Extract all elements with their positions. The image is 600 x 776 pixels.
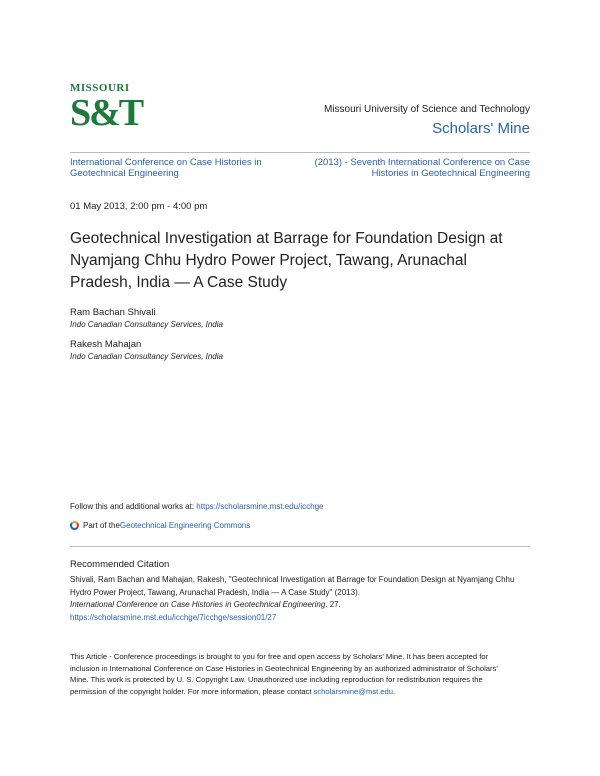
copyright-notice [70,651,510,697]
commons-network-icon [70,521,79,530]
scholars-mine-link[interactable]: Scholars' Mine [432,120,530,137]
author-affiliation: Indo Canadian Consultancy Services, India [70,352,223,361]
citation-body [70,574,532,624]
event-link[interactable]: (2013) - Seventh International Conference on Case Histories in Geotechnical Engineering [314,157,530,179]
author-affiliation: Indo Canadian Consultancy Services, India [70,320,223,329]
notice-end: . [393,686,396,696]
date: 01 May 2013, 2:00 pm - 4:00 pm [70,201,208,212]
citation-number: . 27. [325,600,341,609]
author-name: Rakesh Mahajan [70,339,142,350]
divider [70,546,530,547]
citation-text: Shivali, Ram Bachan and Mahajan, Rakesh, "Geotechnical Investigation at Barrage for Foundation Design at Nyamjang Chhu Hydro Power Project, Tawang, Arunachal Pradesh, India — A Case Study" (2013). [70,575,515,597]
logo-top-text: MISSOURI [70,82,130,94]
logo-main-text: S&T [70,92,143,134]
notice-text: This Article - Conference proceedings is brought to you for free and open access by Scholars' Mine. It has been accepted for inclusion in International Conference on Case Histories in Geotechnical Engineering by an authorized administrator of Scholars' Mine. This work is protected by U. S. Copyright Law. Unauthorized use including reproduction for redistribution requires the permission of the copyright holder. For more information, please contact [70,652,498,696]
contact-email-link[interactable]: scholarsmine@mst.edu [313,686,394,696]
follow-url-link[interactable]: https://scholarsmine.mst.edu/icchge [196,502,324,511]
part-of-label: Part of the [83,521,120,530]
citation-url-link[interactable]: https://scholarsmine.mst.edu/icchge/7icchge/session01/27 [70,612,277,622]
citation-heading: Recommended Citation [70,559,170,570]
follow-label: Follow this and additional works at: [70,502,197,511]
part-of-line [70,520,250,531]
divider [70,152,530,153]
follow-line [70,501,323,512]
author-name: Ram Bachan Shivali [70,307,156,318]
commons-link[interactable]: Geotechnical Engineering Commons [119,521,251,530]
collection-link[interactable]: International Conference on Case Histories in Geotechnical Engineering [70,157,262,179]
missouri-st-logo [70,82,143,134]
paper-title: Geotechnical Investigation at Barrage for Foundation Design at Nyamjang Chhu Hydro Power Project, Tawang, Arunachal Pradesh, India — A Case Study [70,230,503,291]
citation-journal: International Conference on Case Histories in Geotechnical Engineering [70,600,326,609]
university-name: Missouri University of Science and Technology [323,104,530,115]
